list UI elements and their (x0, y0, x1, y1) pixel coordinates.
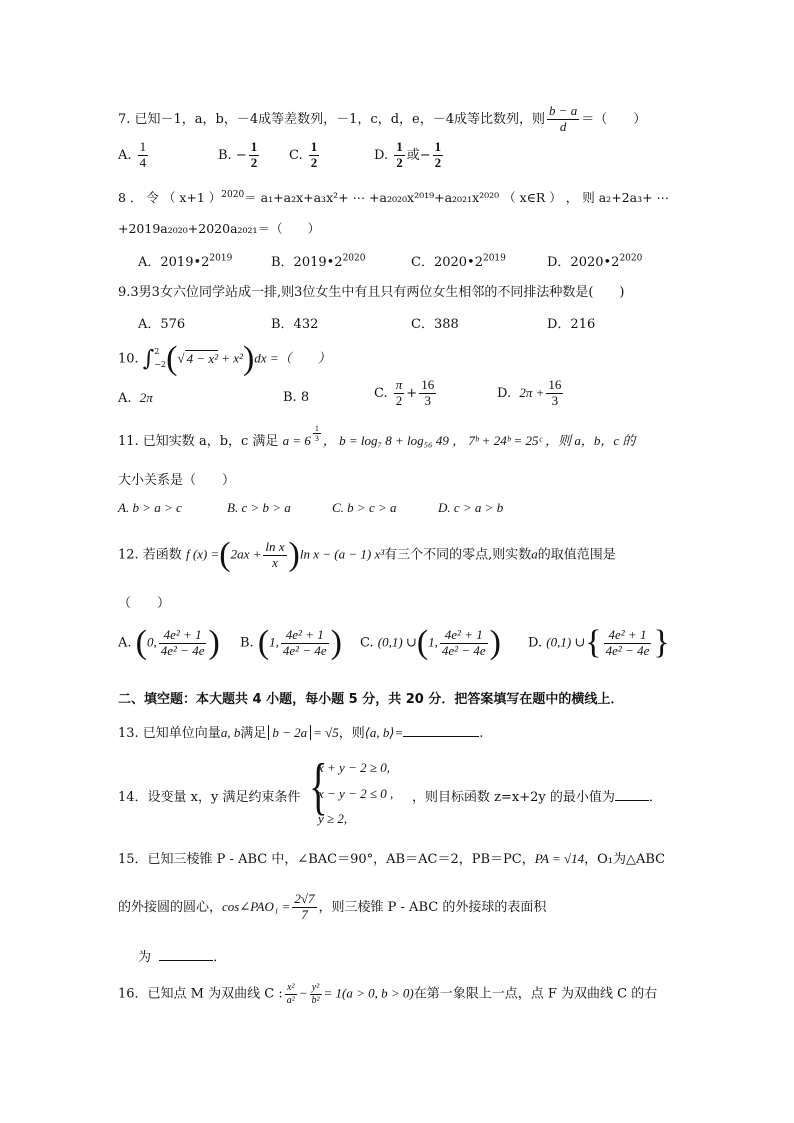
q12-inner-frac (263, 540, 286, 571)
q14-constraint-2 (318, 786, 393, 802)
q16-x-den: a² (286, 994, 295, 1006)
q12-opt-a-rparen: ) (208, 624, 220, 661)
q7-opt-b-sign: − (235, 147, 247, 163)
q11-option-b (227, 500, 291, 516)
q11-line2 (118, 469, 682, 488)
q8-opt-c-exp: 2019 (482, 253, 506, 264)
q16-y-frac (310, 982, 322, 1006)
q15-pa: PA = √14 (534, 851, 585, 866)
section2-title-text: 二、填空题：本大题共 4 小题，每小题 5 分，共 20 分．把答案填写在题中的横线上． (118, 692, 624, 707)
q8-opt-a-exp: 2019 (209, 253, 233, 264)
q14-stem-a: 14．设变量 x，y 满足约束条件 (118, 790, 301, 805)
q10-opt-c-den2: 3 (424, 392, 431, 408)
q12-opt-c-den: 4e² − 4e (441, 642, 486, 658)
q11-stem-a: 11. 已知实数 a，b，c 满足 (118, 434, 279, 449)
q10-opt-c-frac1 (394, 378, 405, 409)
q7-opt-b-num: 1 (250, 139, 258, 154)
q15-cos-den: 7 (301, 906, 308, 922)
q12-opt-c-in: 1, (428, 634, 438, 650)
q10-opt-c-num1: π (395, 377, 403, 392)
q12-option-b (240, 624, 342, 662)
q11-opt-b-text: B. c > b > a (227, 500, 291, 515)
q12-opt-d-lbrace: { (585, 624, 602, 661)
q14-answer-blank[interactable] (615, 800, 649, 801)
q8-opt-a-text: A．2019•2 (138, 255, 210, 270)
q12-inner-a: 2ax + (230, 546, 262, 562)
q12-opt-c-frac (440, 628, 488, 659)
q11-option-c (332, 500, 397, 516)
q8-line1-b: ＝ a₁+a₂x+a₃x²+ ⋯ +a₂₀₂₀x²⁰¹⁹+a₂₀₂₁x²⁰²⁰ （ x∈R ） ， 则 a₂+2a₃+ ⋯ (244, 190, 670, 205)
q15-cos-num: 2√7 (294, 891, 315, 906)
q8-opt-c-text: C．2020•2 (411, 255, 483, 270)
q12-opt-d-num: 4e² + 1 (604, 628, 652, 644)
q13-stem-a: 13. 已知单位向量 (118, 726, 221, 741)
q16-minus: − (298, 985, 308, 1001)
q15-line2-a: 的外接圆的圆心， (118, 899, 223, 915)
q12-opt-b-label: B. (240, 635, 254, 651)
q10-limits (154, 346, 166, 372)
q8-opt-b-text: B．2019•2 (271, 255, 343, 270)
q12-option-c (360, 624, 501, 662)
q10-sqrt-body: 4 − x² (186, 350, 219, 366)
q12-opt-a-pre: 0, (147, 634, 157, 650)
q7-opt-d-frac1 (394, 140, 405, 171)
q8-opt-b-exp: 2020 (342, 253, 366, 264)
q15-o1: ，O₁为△ABC (584, 852, 666, 867)
q12-opt-b-lparen: ( (257, 624, 270, 661)
q11-opt-d-text: D. c > a > b (438, 500, 504, 515)
q11-option-d (438, 500, 503, 516)
q11-opt-a-text: A. b > a > c (118, 500, 182, 515)
q8-line1-exp: 2020 (221, 189, 245, 200)
q12-line1 (118, 536, 682, 574)
q14-constraint-3 (318, 811, 347, 827)
q7-opt-d-den2: 2 (434, 154, 442, 170)
q15-cos: cos∠PAO₁ = (222, 898, 291, 914)
q7-opt-d-den: 2 (396, 154, 403, 170)
q7-stem-text: 7. 已知－1，a，b，－4成等差数列，－1，c，d，e，－4成等比数列，则 (118, 111, 545, 127)
q12-opt-b-frac (281, 628, 329, 659)
q7-opt-c-den: 2 (310, 154, 318, 170)
q13-stem-b: 满足 (240, 726, 267, 741)
q7-opt-d-num: 1 (396, 139, 403, 154)
q10-opt-a-val: 2π (139, 390, 153, 405)
q12-stem-d: 的取值范围是 (537, 547, 616, 563)
q12-line2 (118, 592, 682, 611)
q7-option-d (374, 140, 445, 171)
q12-opt-a-frac (159, 628, 207, 659)
q15-line2 (118, 892, 682, 923)
q7-opt-b-label: B. (218, 147, 232, 163)
q10-tail1: + x² (218, 350, 243, 366)
integral-sign: ∫ (142, 346, 155, 372)
q16-y-den: b² (311, 994, 320, 1006)
q16-x-frac (285, 982, 297, 1006)
q8-option-b (271, 251, 365, 270)
q8-line2-text: +2019a₂₀₂₀+2020a₂₀₂₁＝（ ） (118, 221, 321, 236)
q16-stem-b: 在第一象限上一点，点 F 为双曲线 C 的右 (413, 986, 658, 1002)
q16-line1 (118, 982, 682, 1006)
q15-line2-b: ，则三棱锥 P - ABC 的外接球的表面积 (318, 899, 547, 915)
q8-line1 (118, 188, 682, 206)
q14-c2-text: x − y − 2 ≤ 0 , (318, 786, 394, 801)
q12-opt-a-den: 4e² − 4e (160, 642, 205, 658)
q12-stem-a: 12. 若函数 (118, 547, 182, 563)
q13-abs-expr: b − 2a (268, 725, 311, 740)
q7-opt-b-den: 2 (250, 154, 258, 170)
q15-line1 (118, 848, 682, 867)
q14-end: ． (648, 790, 662, 805)
q11-line2-text: 大小关系是（ ） (118, 473, 236, 488)
q7-opt-a-frac (138, 140, 149, 171)
q11-a-expr: a = 6 (282, 433, 311, 448)
q7-option-b (218, 140, 261, 171)
q10-rparen: ) (242, 340, 255, 377)
q10-tail2: dx =（ ） (254, 350, 331, 366)
q8-opt-d-exp: 2020 (619, 253, 643, 264)
q11-a-exp (313, 424, 321, 443)
q12-line2-text: （ ） (118, 596, 171, 611)
q13-answer-blank[interactable] (403, 736, 479, 737)
q13-stem-c: ，则 (338, 726, 365, 741)
q9-opt-c-text: C．388 (411, 317, 459, 332)
q7-opt-d-label: D. (374, 147, 389, 163)
q14-brace: { (309, 750, 328, 821)
q16-x-num: x² (285, 982, 297, 995)
q12-opt-a-num: 4e² + 1 (159, 628, 207, 644)
q7-opt-c-label: C. (289, 147, 303, 163)
q9-option-a (138, 313, 185, 332)
q10-opt-b-text: B. 8 (283, 390, 310, 405)
q13-vecs: a, b (220, 725, 241, 740)
q12-opt-a-label: A. (118, 635, 132, 651)
q8-option-d (547, 251, 642, 270)
q7-opt-d-frac2 (433, 140, 444, 171)
q12-lparen: ( (219, 536, 231, 573)
q12-opt-d-pre: (0,1) ∪ (546, 634, 586, 650)
q13-eq: = √5 (313, 725, 339, 740)
q12-inner-den: x (272, 554, 278, 570)
q9-option-b (271, 313, 318, 332)
q10-lparen: ( (166, 340, 178, 377)
q12-inner-num: ln x (265, 538, 285, 554)
q10-opt-d-den: 3 (551, 392, 559, 408)
q12-opt-d-rbrace: } (653, 624, 670, 661)
q12-opt-b-rparen: ) (330, 624, 342, 661)
q7-opt-d-or: 或− (406, 147, 431, 163)
q7-opt-c-frac (309, 140, 320, 171)
q8-option-c (411, 251, 506, 270)
q12-opt-d-label: D. (528, 635, 543, 651)
q11-a-exp-num: 1 (314, 424, 319, 433)
q10-opt-d-frac (546, 378, 563, 409)
q12-opt-c-label: C. (360, 635, 374, 651)
q11-opt-c-text: C. b > c > a (332, 500, 397, 515)
q12-rparen: ) (288, 536, 300, 573)
q10-upper: 2 (154, 347, 160, 357)
q7-option-a (118, 140, 150, 171)
q10-lower: −2 (154, 360, 167, 369)
q12-opt-c-pre: (0,1) ∪ (377, 634, 417, 650)
q10-opt-c-frac2 (419, 378, 436, 409)
q11-stem-b: ， b = log₇ 8 + log₅₆ 49 ， 7ᵇ + 24ᵇ = 25ᶜ ，则 a，b，c 的 (322, 433, 636, 448)
q11-option-a (118, 500, 182, 516)
q9-stem (118, 281, 682, 300)
q12-option-a (118, 624, 220, 662)
q12-var: a (531, 546, 538, 562)
q12-opt-c-rparen: ) (489, 624, 501, 661)
q15-line3 (138, 946, 682, 965)
q9-option-c (411, 313, 459, 332)
q14-c3-text: y ≥ 2, (318, 811, 348, 826)
q9-option-d (547, 313, 595, 332)
q7-opt-b-frac (249, 140, 260, 171)
q10-opt-a-label: A. (118, 391, 132, 406)
q14-c1-text: x + y − 2 ≥ 0, (318, 760, 390, 775)
q10-opt-c-label: C. (374, 385, 388, 401)
q12-opt-c-num: 4e² + 1 (440, 628, 488, 644)
q7-opt-a-label: A. (118, 147, 132, 163)
q7-opt-d-num2: 1 (434, 139, 442, 154)
q12-stem-b: ln x − (a − 1) x³ (299, 546, 385, 562)
q10-opt-d-pre: 2π + (519, 384, 545, 400)
q16-stem-a: 16．已知点 M 为双曲线 C : (118, 986, 283, 1002)
q9-opt-a-text: A．576 (138, 317, 186, 332)
q13-stem (118, 722, 682, 741)
q10-opt-c-num2: 16 (421, 377, 435, 392)
q7-option-c (289, 140, 321, 171)
q9-stem-text: 9.3男3女六位同学站成一排,则3位女生中有且只有两位女生相邻的不同排法种数是( ) (118, 285, 625, 300)
q13-tail: = (394, 725, 404, 740)
q7-stem (118, 104, 682, 135)
q16-y-num: y² (310, 982, 322, 995)
q10-option-b (283, 390, 309, 405)
q7-frac-num: b − a (549, 103, 578, 118)
q8-line1-a: 8 ． 令 （ x+1 ） (118, 190, 222, 205)
q11-a-exp-den: 3 (314, 434, 319, 444)
q10-number: 10. (118, 351, 139, 367)
q7-opt-c-num: 1 (310, 139, 318, 154)
q10-opt-c-den1: 2 (395, 392, 403, 408)
q13-end: . (479, 726, 484, 741)
q7-opt-a-num: 1 (139, 139, 147, 154)
q9-opt-d-text: D．216 (547, 317, 596, 332)
q15-cos-frac (292, 892, 316, 923)
q11-line1 (118, 424, 682, 449)
q12-opt-b-num: 4e² + 1 (281, 628, 329, 644)
q7-fraction (547, 104, 579, 135)
q12-opt-d-den: 4e² − 4e (605, 642, 650, 658)
q10-opt-d-label: D. (497, 385, 512, 401)
q15-line1-text: 15．已知三棱锥 P - ABC 中，∠BAC＝90°，AB＝AC＝2，PB＝PC， (118, 852, 535, 867)
q13-angle: ⟨a, b⟩ (364, 725, 395, 740)
q12-opt-b-pre: 1, (269, 634, 279, 650)
q7-opt-a-den: 4 (139, 154, 147, 170)
q9-opt-b-text: B．432 (271, 317, 319, 332)
q10-option-a (118, 390, 153, 406)
q15-answer-blank[interactable] (159, 960, 213, 961)
q10-sqrt: √ 4 − x² (177, 350, 219, 366)
q15-line3-text: 为 (138, 950, 152, 965)
q12-option-d (528, 624, 670, 662)
q7-frac-den: d (559, 118, 567, 134)
section-fill-in-title (118, 688, 682, 707)
q14-tail (412, 786, 662, 805)
q12-stem-c: 有三个不同的零点,则实数 (384, 547, 532, 563)
q10-option-d (497, 378, 565, 409)
q12-fx: f (x) = (185, 546, 220, 562)
q12-opt-b-den: 4e² − 4e (282, 642, 327, 658)
q14-constraint-1 (318, 760, 390, 776)
q14-stem-b: ，则目标函数 z=x+2y 的最小值为 (412, 790, 615, 805)
q12-opt-c-lparen: ( (416, 624, 429, 661)
q10-stem (118, 340, 682, 378)
q12-opt-d-frac (604, 628, 652, 659)
q15-end: ． (213, 950, 227, 965)
q8-line2 (118, 219, 682, 237)
q10-opt-c-plus: + (406, 385, 418, 401)
q8-opt-d-text: D．2020•2 (547, 255, 620, 270)
q8-option-a (138, 251, 232, 270)
q12-opt-a-lparen: ( (135, 624, 147, 661)
q7-tail: ＝（ ） (581, 111, 647, 127)
q10-opt-d-num: 16 (548, 377, 562, 392)
q16-cond: = 1(a > 0, b > 0) (323, 985, 414, 1001)
q10-option-c (374, 378, 438, 409)
